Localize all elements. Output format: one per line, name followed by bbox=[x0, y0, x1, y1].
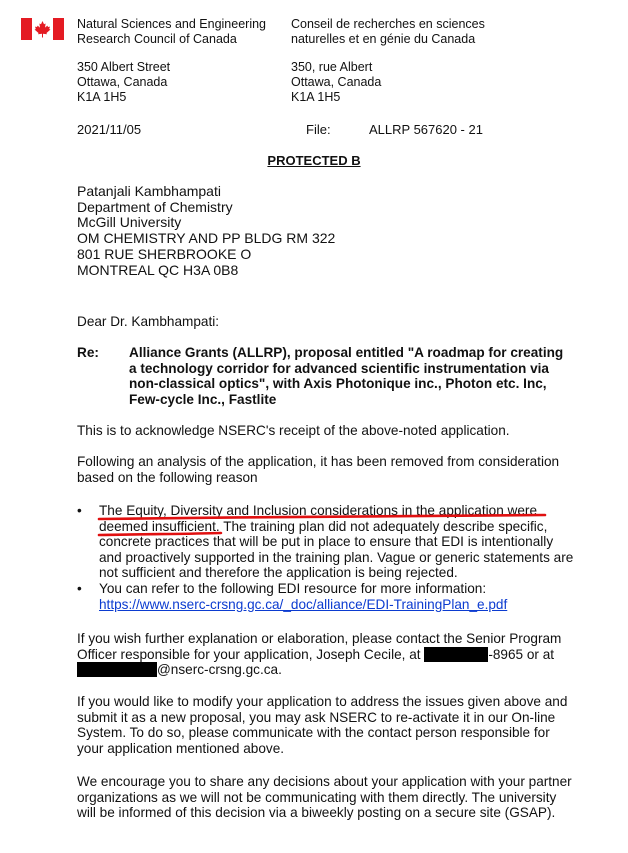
org-name-fr-line2: naturelles et en génie du Canada bbox=[291, 32, 476, 46]
org-name-en-line2: Research Council of Canada bbox=[77, 32, 237, 46]
salutation: Dear Dr. Kambhampati: bbox=[77, 314, 220, 329]
bullet-mark: • bbox=[77, 580, 82, 596]
recipient-line: Patanjali Kambhampati bbox=[77, 183, 221, 199]
contact-text: -8965 or at bbox=[488, 646, 555, 662]
re-label: Re: bbox=[77, 345, 99, 360]
list-item bbox=[77, 503, 577, 581]
modify-paragraph: If you would like to modify your application to address the issues given above and submit it as a new proposal, you may ask NSERC to re-activate it in our On-line System. To do so, please communicate with the contact person responsible for your application mentioned above. bbox=[77, 694, 568, 756]
file-label: File: bbox=[306, 122, 331, 137]
address-fr-line: Ottawa, Canada bbox=[291, 75, 382, 89]
address-fr-line: 350, rue Albert bbox=[291, 60, 373, 74]
recipient-line: MONTREAL QC H3A 0B8 bbox=[77, 261, 239, 278]
reason-text: The Equity, Diversity and Inclusion considerations in the application were deemed insufficient. The training plan did not adequately describe specific, concrete practices that will be put in place to ensure that EDI is intentionally and proactively supported in the training plan. Vague or generic statements are not sufficient and therefore the application is being rejected. bbox=[99, 503, 574, 581]
org-name-en-line1: Natural Sciences and Engineering bbox=[77, 17, 267, 31]
recipient-line: McGill University bbox=[77, 214, 182, 231]
header-org-en bbox=[77, 17, 266, 47]
share-paragraph: We encourage you to share any decisions about your application with your partner organizations as we will not be communicating with them directly. The university will be informed of this decision via a biweekly posting on a secure site (GSAP). bbox=[77, 774, 572, 821]
address-en-line: K1A 1H5 bbox=[77, 90, 127, 104]
header-org-fr bbox=[291, 17, 485, 47]
acknowledgement-paragraph: This is to acknowledge NSERC's receipt of the above-noted application. bbox=[77, 423, 510, 438]
re-subject: Alliance Grants (ALLRP), proposal entitled "A roadmap for creating a technology corridor for advanced scientific instrumentation via non-classical optics", with Axis Photonique inc., Photon etc. Inc, Few-cycle Inc., Fastlite bbox=[129, 345, 564, 407]
org-name-fr-line1: Conseil de recherches en sciences bbox=[291, 17, 485, 31]
resource-text: You can refer to the following EDI resource for more information: bbox=[99, 580, 487, 596]
list-item bbox=[77, 581, 577, 612]
edi-resource-link[interactable]: https://www.nserc-crsng.gc.ca/_doc/alliance/EDI-TrainingPlan_e.pdf bbox=[99, 596, 508, 612]
contact-paragraph bbox=[77, 631, 577, 678]
reason-list bbox=[77, 503, 577, 612]
address-en bbox=[77, 60, 170, 105]
letter-date: 2021/11/05 bbox=[77, 122, 142, 137]
classification-label: PROTECTED B bbox=[267, 153, 361, 168]
redaction-box bbox=[77, 662, 157, 677]
address-fr-line: K1A 1H5 bbox=[291, 90, 341, 104]
recipient-line: Department of Chemistry bbox=[77, 198, 233, 215]
address-en-line: 350 Albert Street bbox=[77, 60, 171, 74]
bullet-mark: • bbox=[77, 503, 82, 518]
contact-text: If you wish further explanation or elaboration, please contact the Senior Program Officer responsible for your application, Joseph Cecile, at bbox=[77, 631, 562, 662]
recipient-line: OM CHEMISTRY AND PP BLDG RM 322 bbox=[77, 230, 336, 247]
recipient-line: 801 RUE SHERBROOKE O bbox=[77, 245, 252, 262]
redaction-box bbox=[424, 647, 488, 662]
analysis-paragraph: Following an analysis of the application, it has been removed from consideration based on the following reason bbox=[77, 454, 560, 485]
address-fr bbox=[291, 60, 381, 105]
file-number: ALLRP 567620 - 21 bbox=[369, 122, 483, 137]
contact-text: @nserc-crsng.gc.ca. bbox=[157, 662, 282, 678]
canada-flag-logo bbox=[21, 18, 64, 40]
address-en-line: Ottawa, Canada bbox=[77, 75, 168, 89]
recipient-address bbox=[77, 184, 335, 278]
